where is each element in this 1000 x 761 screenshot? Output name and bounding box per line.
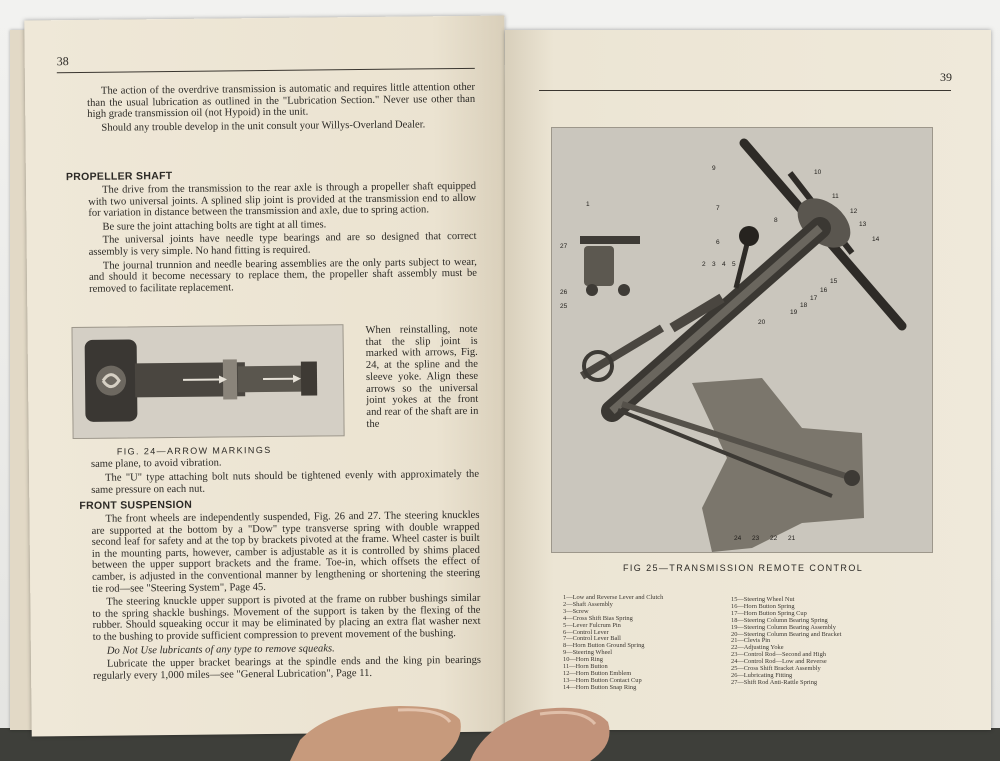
callout-label: 19 [790,309,798,316]
paragraph: Lubricate the upper bracket bearings at the spindle ends and the king pin bearings regularly every 1,000 miles—see "General Lubrication", Page 11. [93,654,482,682]
callout-label: 7 [716,205,720,212]
legend-item: 26—Lubricating Fitting [731,671,793,679]
page-number-right: 39 [940,70,952,84]
callout-label: 2 [702,261,706,268]
paragraph: Do Not Use lubricants of any type to remove squeaks. [106,642,335,657]
callout-label: 5 [732,261,736,268]
intro-text [87,82,476,136]
legend-item: 8—Horn Button Ground Spring [563,642,645,650]
callout-label: 9 [712,165,716,172]
left-page [24,16,511,737]
legend-item: 27—Shift Rod Anti-Rattle Spring [731,678,818,686]
legend-item: 14—Horn Button Snap Ring [563,683,637,691]
callout-label: 17 [810,295,818,302]
slip-joint-illustration [72,325,343,438]
parts-legend-right [731,597,931,687]
fig24-photo [71,324,344,439]
legend-item: 18—Steering Column Bearing Spring [731,616,828,624]
paragraph: The steering knuckle upper support is pivoted at the frame on rubber bushings similar to the spring shackle bushings. Movement of the support is taken by the flexing of the rubber. Should squeaking occur it may be eliminated by placing an extra flat washer next to the bushing to provide sufficient compression to prevent movement of the bushing. [92,592,481,643]
callout-label: 27 [560,243,568,250]
paragraph: The "U" type attaching bolt nuts should be tightened evenly with approximately the same pressure on each nut. [91,468,480,496]
legend-item: 23—Control Rod—Second and High [731,651,826,659]
paragraph: The universal joints have needle type bearings and are so designed that correct assembly is very simple. No hand fitting is required. [88,231,477,258]
callout-label: 24 [734,535,742,542]
legend-item: 11—Horn Button [563,663,608,671]
legend-item: 16—Horn Button Spring [731,602,795,610]
legend-item: 3—Screw [563,607,589,615]
callout-label: 23 [752,535,760,542]
legend-item: 4—Cross Shift Bias Spring [563,614,633,622]
legend-item: 7—Control Lever Ball [563,635,621,643]
callout-label: 1 [586,201,590,208]
header-rule [539,90,951,91]
parts-legend-left [563,595,753,692]
paragraph: The action of the overdrive transmission is automatic and requires little attention other than the usual lubrication as outlined in the "Lubrication Section." Never use other than high grade transmission oil (not Hypoid) in the unit. [87,81,476,121]
legend-item: 22—Adjusting Yoke [731,644,784,652]
legend-item: 20—Steering Column Bearing and Bracket [731,630,842,638]
legend-item: 1—Low and Reverse Lever and Clutch [563,594,664,601]
right-page [505,30,991,730]
legend-item: 17—Horn Button Spring Cup [731,609,807,617]
legend-item: 25—Cross Shift Bracket Assembly [731,665,821,673]
callout-label: 12 [850,208,858,215]
legend-item: 5—Lever Fulcrum Pin [563,621,621,629]
legend-item: 24—Control Rod—Low and Reverse [731,658,827,666]
callout-label: 8 [774,217,778,224]
fig25-caption: FIG 25—TRANSMISSION REMOTE CONTROL [623,563,864,573]
legend-item: 21—Clevis Pin [731,637,771,645]
paragraph: The journal trunnion and needle bearing assemblies are the only parts subject to wear, and should it become necessary to replace them, the propeller shaft assembly must be removed to facilitate replacement. [88,256,477,295]
transmission-remote-control-diagram [552,128,932,552]
u-bolt-text [91,469,479,498]
callout-label: 11 [832,193,839,200]
paragraph: Should any trouble develop in the unit consult your Willys-Overland Dealer. [101,119,426,134]
heading-propeller-shaft: PROPELLER SHAFT [65,169,173,184]
fig25-photo [551,127,933,553]
callout-label: 25 [560,303,568,310]
paragraph: The drive from the transmission to the rear axle is through a propeller shaft equipped with two universal joints. A splined slip joint is provided at the transmission end to allow for variation in distance between the transmission and axle, due to spring action. [88,180,477,220]
callout-label: 14 [872,236,880,243]
callout-label: 10 [814,169,822,176]
legend-item: 10—Horn Ring [563,656,603,664]
legend-item: 2—Shaft Assembly [563,600,613,608]
legend-item: 6—Control Lever [563,628,609,636]
fig24-caption: FIG. 24—ARROW MARKINGS [116,444,272,457]
callout-label: 3 [712,261,716,268]
callout-label: 16 [820,287,828,294]
callout-label: 18 [800,302,808,309]
header-rule [57,68,475,73]
callout-label: 20 [758,319,766,326]
callout-label: 6 [716,239,720,246]
callout-label: 4 [722,261,726,268]
paragraph: Be sure the joint attaching bolts are tight at all times. [102,219,327,233]
callout-label: 13 [859,221,867,228]
legend-item: 9—Steering Wheel [563,649,613,657]
callout-label: 22 [770,535,778,542]
continued-text: same plane, to avoid vibration. [90,457,222,470]
legend-item: 13—Horn Button Contact Cup [563,676,642,684]
front-suspension-text [91,510,481,684]
paragraph: The front wheels are independently suspended, Fig. 26 and 27. The steering knuckles are supported at the bottom by a "Dow" type transverse spring with double wrapped second leaf for safety and at the top by brackets pivoted at the frame. Wheel caster is built in the mounting parts, however, camber is adjustable as it is controlled by shims placed between the upper support brackets and the frame. Toe-in, which offsets the effect of camber, is adjusted in the conventional manner by lengthening or shortening the steering tie rod—see "Steering System", Page 45. [91,509,481,595]
callout-label: 21 [788,535,796,542]
heading-front-suspension: FRONT SUSPENSION [79,498,193,512]
propeller-text [88,181,477,297]
legend-item: 15—Steering Wheel Nut [731,596,795,603]
callout-label: 15 [830,278,838,285]
page-number-left: 38 [56,54,69,69]
callout-label: 26 [560,289,568,296]
legend-item: 19—Steering Column Bearing Assembly [731,623,836,631]
holding-fingers [290,700,620,761]
legend-item: 12—Horn Button Emblem [563,669,632,677]
side-text: When reinstalling, note that the slip joint is marked with arrows, Fig. 24, at the spline and the sleeve yoke. Align these arrows so the universal joint yokes at the front and rear of the shaft are in the [365,323,479,430]
